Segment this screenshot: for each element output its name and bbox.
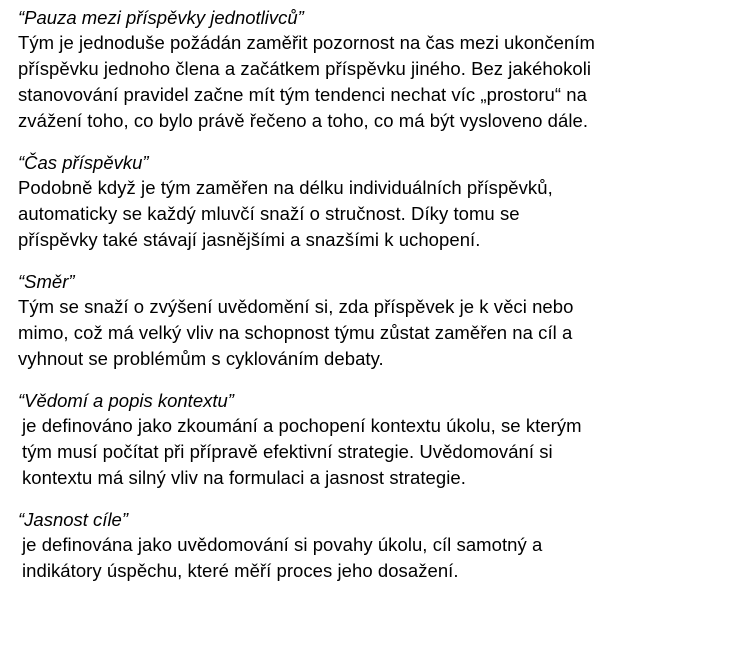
- text-line: je definována jako uvědomování si povahy úkolu, cíl samotný a: [22, 534, 543, 555]
- text-line: příspěvky také stávají jasnějšími a snazšími k uchopení.: [18, 229, 481, 250]
- text-line: Tým je jednoduše požádán zaměřit pozornost na čas mezi ukončením: [18, 32, 595, 53]
- text-line: zvážení toho, co bylo právě řečeno a toho, co má být vysloveno dále.: [18, 110, 589, 131]
- text-line: tým musí počítat při přípravě efektivní strategie. Uvědomování si: [22, 441, 553, 462]
- section-pauza: [18, 6, 723, 134]
- document-page: [18, 6, 723, 601]
- text-line: Podobně když je tým zaměřen na délku individuálních příspěvků,: [18, 177, 553, 198]
- section-title: “Vědomí a popis kontextu”: [18, 390, 234, 411]
- section-body: [18, 294, 723, 372]
- section-cas: [18, 151, 723, 253]
- section-body: [18, 30, 723, 134]
- section-title: “Jasnost cíle”: [18, 509, 129, 530]
- text-line: kontextu má silný vliv na formulaci a jasnost strategie.: [22, 467, 466, 488]
- text-line: je definováno jako zkoumání a pochopení kontextu úkolu, se kterým: [22, 415, 582, 436]
- section-body: [18, 532, 723, 584]
- text-line: indikátory úspěchu, které měří proces jeho dosažení.: [22, 560, 459, 581]
- text-line: mimo, což má velký vliv na schopnost týmu zůstat zaměřen na cíl a: [18, 322, 573, 343]
- text-line: příspěvku jednoho člena a začátkem příspěvku jiného. Bez jakéhokoli: [18, 58, 592, 79]
- text-line: vyhnout se problémům s cyklováním debaty.: [18, 348, 384, 369]
- section-smer: [18, 270, 723, 372]
- section-vedomi: [18, 389, 723, 491]
- section-body: [18, 175, 723, 253]
- text-line: Tým se snaží o zvýšení uvědomění si, zda příspěvek je k věci nebo: [18, 296, 574, 317]
- section-jasnost: [18, 508, 723, 584]
- section-body: [18, 413, 723, 491]
- section-title: “Směr”: [18, 271, 75, 292]
- section-title: “Pauza mezi příspěvky jednotlivců”: [18, 7, 304, 28]
- section-title: “Čas příspěvku”: [18, 152, 149, 173]
- text-line: stanovování pravidel začne mít tým tendenci nechat víc „prostoru“ na: [18, 84, 587, 105]
- text-line: automaticky se každý mluvčí snaží o stručnost. Díky tomu se: [18, 203, 520, 224]
